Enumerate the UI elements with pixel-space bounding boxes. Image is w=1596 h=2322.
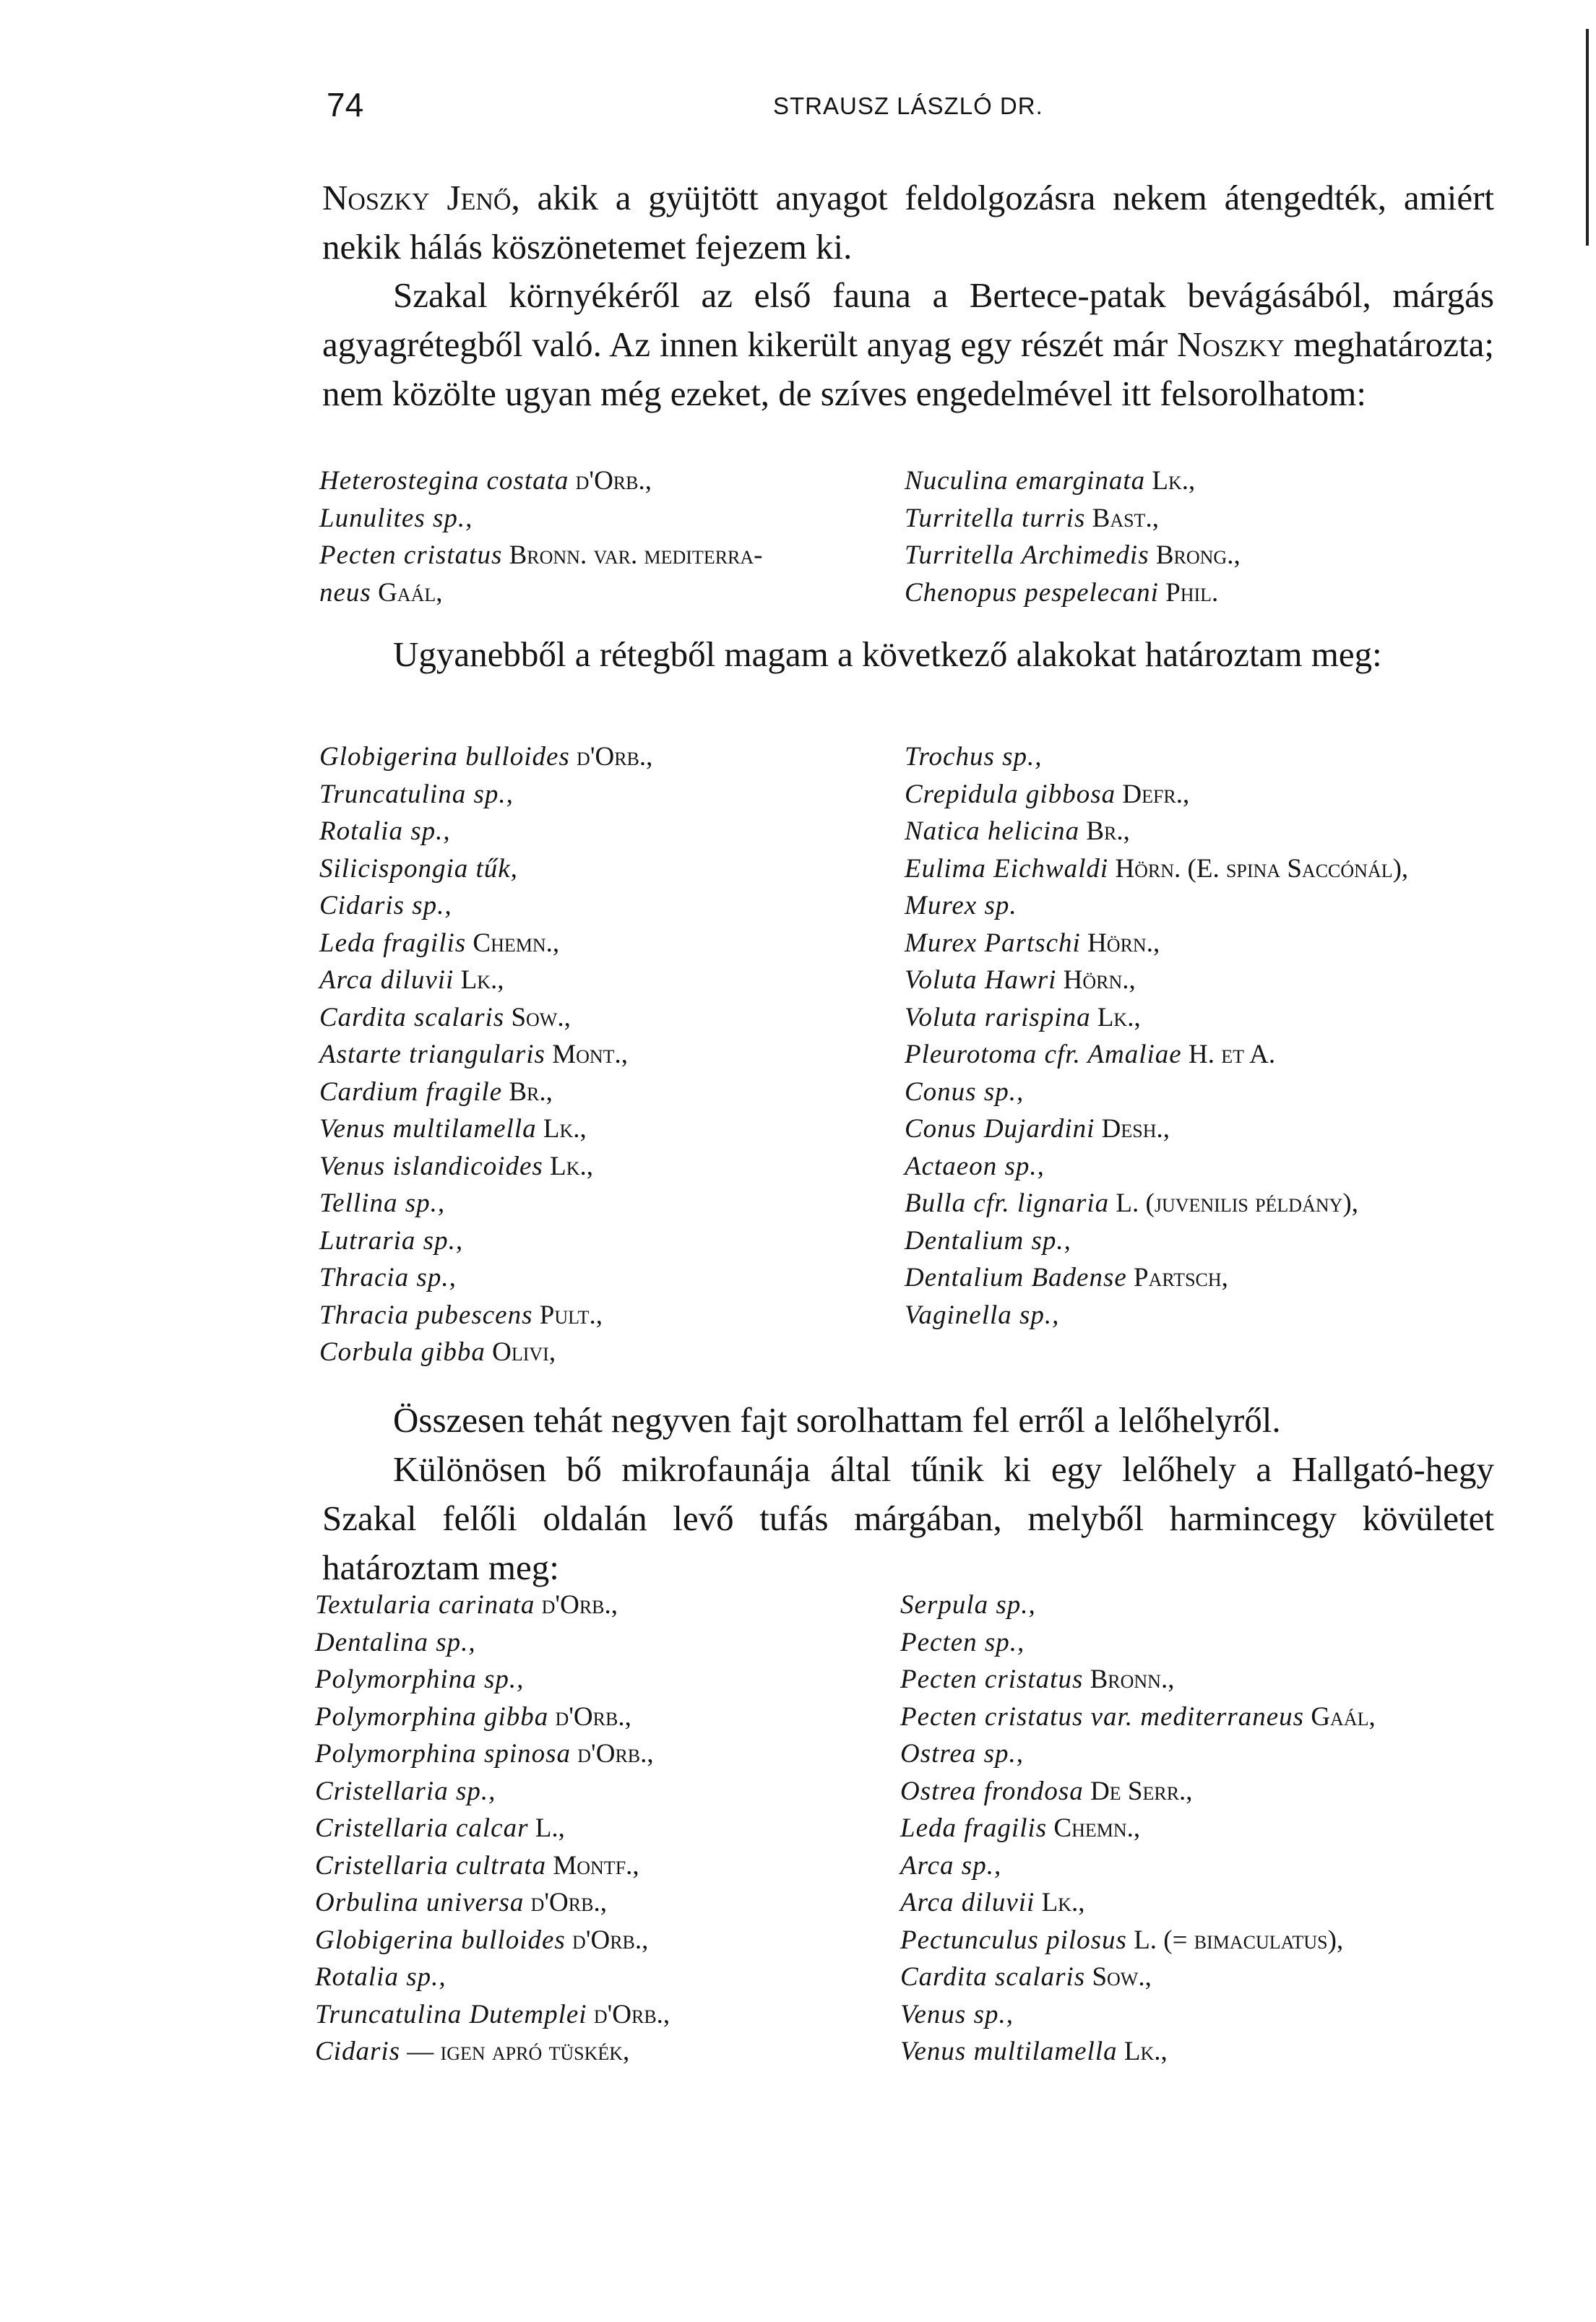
species-name: Cidaris sp., — [319, 891, 452, 920]
species-entry — [905, 887, 1408, 925]
species-entry — [319, 1259, 652, 1297]
species-name: Eulima Eichwaldi — [905, 853, 1109, 884]
species-name: Rotalia sp., — [319, 816, 451, 846]
species-author: d'Orb., — [541, 1590, 618, 1620]
species-entry — [319, 999, 652, 1037]
species-name: Thracia sp., — [319, 1263, 457, 1292]
species-entry — [905, 537, 1241, 574]
species-author: L. (juvenilis példány), — [1116, 1188, 1358, 1218]
species-author: H. et A. — [1188, 1040, 1276, 1069]
species-entry — [319, 962, 652, 999]
species-entry — [905, 813, 1408, 850]
species-name: Conus sp., — [905, 1076, 1025, 1107]
species-entry — [315, 1587, 670, 1624]
species-author: d'Orb., — [577, 1739, 654, 1769]
species-author: — igen apró tüskék, — [407, 2037, 630, 2066]
paragraph-text: Különösen bő mikrofaunája által tűnik ki egy lelőhely a Hallgató-hegy Szakal felőli oldalán levő tufás márgában, melyből harmincegy kövületet határoztam meg: — [322, 1449, 1494, 1587]
species-name: Arca sp., — [900, 1850, 1002, 1881]
running-head: STRAUSZ LÁSZLÓ DR. — [773, 92, 1043, 119]
species-author: Bronn. var. mediterra- — [509, 540, 763, 570]
species-name: Turritella turris — [905, 503, 1086, 533]
species-name: Cardita scalaris — [900, 1962, 1086, 1992]
species-name: Cardita scalaris — [319, 1002, 505, 1032]
species-entry — [905, 1297, 1408, 1334]
species-author: Bronn., — [1090, 1665, 1175, 1694]
species-name: Truncatulina Dutemplei — [315, 1999, 587, 2029]
species-author: Desh., — [1101, 1114, 1170, 1144]
species-entry — [905, 776, 1408, 813]
species-name: Vaginella sp., — [905, 1300, 1060, 1330]
species-author: Montf., — [553, 1850, 639, 1881]
species-list-own-right — [905, 738, 1408, 1334]
species-name: Leda fragilis — [319, 928, 467, 958]
species-entry — [319, 738, 652, 776]
species-entry — [319, 1110, 652, 1148]
species-name: Arca diluvii — [900, 1888, 1035, 1917]
species-entry — [319, 776, 652, 813]
species-author: Hörn., — [1087, 928, 1160, 958]
species-entry — [905, 925, 1408, 962]
paragraph-text: Ugyanebből a rétegből magam a következő alakokat határoztam meg: — [393, 634, 1382, 674]
species-name: Rotalia sp., — [315, 1962, 447, 1992]
species-name: Nuculina emarginata — [905, 466, 1146, 496]
species-name: Voluta Hawri — [905, 965, 1057, 995]
species-author: Lk., — [1123, 2037, 1168, 2066]
species-entry — [900, 1996, 1376, 2034]
species-name: Polymorphina gibba — [315, 1701, 549, 1732]
species-author: L., — [535, 1813, 565, 1843]
species-author: Br., — [1086, 816, 1130, 846]
species-author: De Serr., — [1090, 1776, 1193, 1806]
page-header — [0, 85, 1596, 136]
species-entry — [315, 1884, 670, 1922]
species-entry — [905, 574, 1241, 612]
species-name: Cidaris — [315, 2037, 401, 2066]
species-entry — [900, 1661, 1376, 1699]
species-entry — [900, 1884, 1376, 1922]
species-entry — [905, 462, 1241, 500]
species-entry — [905, 1036, 1408, 1074]
species-name: Lutraria sp., — [319, 1225, 464, 1256]
species-name: Thracia pubescens — [319, 1300, 533, 1330]
author-name: Noszky Jenő — [322, 178, 512, 217]
species-author: d'Orb., — [572, 1925, 649, 1955]
species-name: Textularia carinata — [315, 1590, 535, 1620]
species-entry — [315, 1735, 670, 1773]
species-name: Truncatulina sp., — [319, 779, 514, 809]
species-list-hallgato-left — [315, 1587, 670, 2071]
species-author: Hörn., — [1063, 965, 1136, 995]
species-name: Turritella Archimedis — [905, 540, 1149, 570]
species-list-hallgato-right — [900, 1587, 1376, 2071]
species-name: Heterostegina costata — [319, 466, 569, 496]
paragraph-text: Összesen tehát negyven fajt sorolhattam fel erről a lelőhelyről. — [393, 1400, 1281, 1440]
species-name: Lunulites sp., — [319, 503, 473, 533]
species-name: Voluta rarispina — [905, 1002, 1091, 1032]
paragraph-own-determinations — [322, 630, 1494, 679]
species-author: Br., — [509, 1076, 553, 1107]
species-name: Actaeon sp., — [905, 1151, 1045, 1181]
species-entry — [905, 1110, 1408, 1148]
species-name: Serpula sp., — [900, 1590, 1036, 1620]
species-list-own-left — [319, 738, 652, 1371]
species-entry — [900, 1699, 1376, 1736]
species-list-noszky-left — [319, 462, 762, 611]
species-name: Venus islandicoides — [319, 1151, 543, 1181]
species-author: Defr., — [1122, 779, 1190, 809]
species-name: Dentalina sp., — [315, 1627, 476, 1657]
page-edge-mark — [1586, 29, 1589, 246]
species-entry — [905, 962, 1408, 999]
species-name: Polymorphina spinosa — [315, 1739, 571, 1769]
species-name: Dentalium Badense — [905, 1263, 1127, 1292]
species-entry — [319, 887, 652, 925]
page-number: 74 — [327, 86, 364, 124]
paragraph-acknowledgement — [322, 173, 1494, 272]
species-name: Pecten cristatus var. mediterraneus — [900, 1701, 1305, 1732]
species-name: Trochus sp., — [905, 742, 1043, 772]
species-name: Ostrea sp., — [900, 1739, 1024, 1769]
species-entry — [319, 1222, 652, 1260]
species-name: Crepidula gibbosa — [905, 779, 1116, 809]
species-name: Venus sp., — [900, 1999, 1014, 2029]
species-name: Cristellaria cultrata — [315, 1850, 547, 1881]
paragraph-text: , akik a gyüjtött anyagot feldolgozásra nekem átengedték, amiért nekik hálás köszönetemet fejezem ki. — [322, 178, 1495, 267]
species-name: Pleurotoma cfr. Amaliae — [905, 1040, 1182, 1069]
species-entry — [315, 1847, 670, 1885]
species-entry — [900, 1587, 1376, 1624]
species-name: Silicispongia tűk, — [319, 853, 518, 884]
species-entry — [319, 537, 762, 574]
species-name: Ostrea frondosa — [900, 1776, 1084, 1806]
species-entry — [905, 1148, 1408, 1186]
species-name: Leda fragilis — [900, 1813, 1048, 1843]
species-author: Sow., — [511, 1002, 571, 1032]
species-author: Partsch, — [1134, 1263, 1228, 1292]
species-author: Olivi, — [492, 1337, 556, 1367]
species-author: Lk., — [543, 1114, 587, 1144]
species-name: Cardium fragile — [319, 1076, 503, 1107]
species-name: Conus Dujardini — [905, 1114, 1095, 1144]
species-author: d'Orb., — [555, 1701, 631, 1732]
species-author: Pult., — [539, 1300, 603, 1330]
species-author: d'Orb., — [577, 742, 653, 772]
paragraph-text: meghatározta; nem közölte ugyan még ezeket, de szíves engedelmével itt felsorolhatom: — [322, 324, 1495, 413]
species-author: Gaál, — [378, 577, 443, 608]
species-author: Lk., — [550, 1151, 593, 1181]
species-entry — [315, 1661, 670, 1699]
species-name: Arca diluvii — [319, 965, 454, 995]
species-author: Brong., — [1155, 540, 1241, 570]
species-entry — [900, 2033, 1376, 2071]
species-name: Chenopus pespelecani — [905, 577, 1159, 608]
species-name: Cristellaria calcar — [315, 1813, 529, 1843]
species-entry — [315, 1624, 670, 1662]
species-entry — [900, 1735, 1376, 1773]
species-entry — [319, 462, 762, 500]
paragraph-first-fauna — [322, 271, 1494, 418]
species-author: Gaál, — [1311, 1701, 1376, 1732]
species-entry — [319, 1185, 652, 1222]
paragraph-text: Szakal környékéről az első fauna a Bertece-patak bevágásából, márgás agyagrétegből való. Az innen kikerült anyag egy részét már — [322, 275, 1494, 364]
species-entry — [900, 1810, 1376, 1847]
species-entry — [900, 1847, 1376, 1885]
species-author: L. (= bimaculatus), — [1134, 1925, 1344, 1955]
species-entry — [905, 500, 1241, 538]
paragraph-hallgato-hegy — [322, 1396, 1494, 1592]
species-entry — [315, 1810, 670, 1847]
species-entry — [315, 1773, 670, 1810]
species-entry — [319, 925, 652, 962]
species-name: Murex sp. — [905, 891, 1017, 920]
species-name: Polymorphina sp., — [315, 1665, 525, 1694]
species-entry — [900, 1624, 1376, 1662]
species-name: Pecten cristatus — [900, 1665, 1084, 1694]
species-name: Globigerina bulloides — [319, 742, 570, 772]
species-entry — [905, 850, 1408, 888]
species-name: Murex Partschi — [905, 928, 1081, 958]
species-entry — [905, 999, 1408, 1037]
species-entry — [319, 500, 762, 538]
species-entry — [319, 813, 652, 850]
species-entry — [315, 1959, 670, 1996]
species-name: Globigerina bulloides — [315, 1925, 566, 1955]
species-author: Chemn., — [1053, 1813, 1141, 1843]
species-name: Tellina sp., — [319, 1188, 446, 1218]
species-entry — [319, 850, 652, 888]
species-entry — [905, 1074, 1408, 1111]
species-author: Phil. — [1165, 577, 1219, 608]
species-list-noszky-right — [905, 462, 1241, 611]
species-author: Sow., — [1092, 1962, 1152, 1992]
species-entry — [905, 1259, 1408, 1297]
species-author: d'Orb., — [593, 1999, 670, 2029]
species-entry — [315, 1996, 670, 2034]
species-entry — [319, 1334, 652, 1371]
species-entry — [319, 1036, 652, 1074]
species-name: Astarte triangularis — [319, 1040, 545, 1069]
species-entry — [319, 1074, 652, 1111]
species-author: Lk., — [1097, 1002, 1141, 1032]
species-name: Pecten cristatus — [319, 540, 503, 570]
species-entry — [315, 1699, 670, 1736]
species-entry — [905, 1222, 1408, 1260]
species-entry — [900, 1959, 1376, 1996]
species-author: Chemn., — [473, 928, 560, 958]
species-author: d'Orb., — [575, 466, 652, 496]
species-entry — [319, 1297, 652, 1334]
species-author: Hörn. (E. spina Saccónál), — [1115, 853, 1409, 884]
species-entry — [315, 1922, 670, 1959]
species-author: Lk., — [460, 965, 504, 995]
species-entry — [319, 1148, 652, 1186]
species-author: d'Orb., — [530, 1888, 607, 1917]
species-entry — [315, 2033, 670, 2071]
species-author: Lk., — [1152, 466, 1196, 496]
species-name: Venus multilamella — [900, 2037, 1118, 2066]
species-name: Orbulina universa — [315, 1888, 525, 1917]
species-name: Natica helicina — [905, 816, 1080, 846]
species-name: Bulla cfr. lignaria — [905, 1188, 1110, 1218]
species-name: Cristellaria sp., — [315, 1776, 496, 1806]
species-name: Pecten sp., — [900, 1627, 1025, 1657]
species-author: Lk., — [1041, 1888, 1085, 1917]
species-author: Bast., — [1092, 503, 1159, 533]
species-name: Pectunculus pilosus — [900, 1925, 1127, 1955]
species-author: Mont., — [552, 1040, 629, 1069]
species-entry — [900, 1773, 1376, 1810]
species-entry — [319, 574, 762, 612]
species-name: Venus multilamella — [319, 1114, 537, 1144]
species-entry — [900, 1922, 1376, 1959]
species-name: Dentalium sp., — [905, 1225, 1071, 1256]
species-name: Corbula gibba — [319, 1337, 486, 1367]
species-entry — [905, 1185, 1408, 1222]
species-entry — [905, 738, 1408, 776]
author-name: Noszky — [1176, 324, 1285, 364]
species-name: neus — [319, 577, 371, 608]
